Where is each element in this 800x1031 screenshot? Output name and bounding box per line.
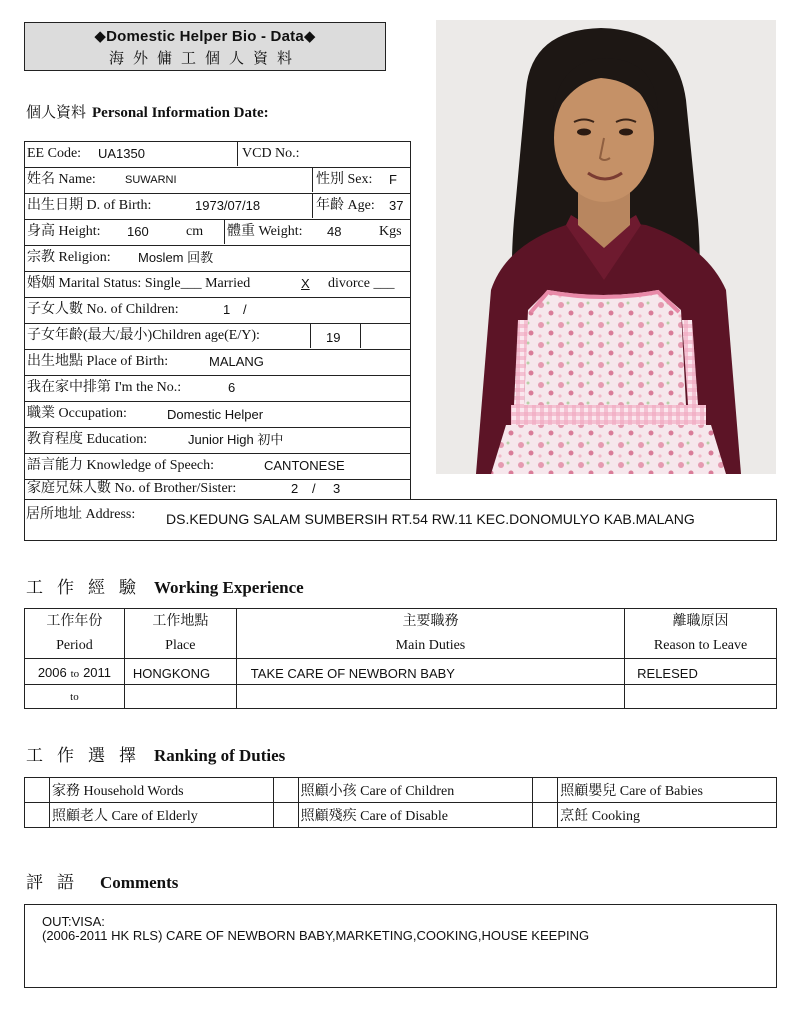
religion-label: 宗教 Religion: [27,250,111,265]
period-header-en: Period [56,637,93,653]
duties-cell: TAKE CARE OF NEWBORN BABY [236,659,624,685]
period-header-zh: 工作年份 [46,613,103,629]
divider [224,220,225,244]
row-speech [24,453,411,479]
pob-value: MALANG [209,354,264,369]
experience-heading-zh: 工作經驗 [26,578,150,597]
name-label: 姓名 Name: [27,172,96,187]
row-height-weight [24,219,411,245]
table-row [25,659,777,685]
siblings-separator: / [312,481,316,496]
row-education [24,427,411,453]
speech-label: 語言能力 Knowledge of Speech: [27,458,215,473]
duty-children: 照顧小孩 Care of Children [298,778,533,803]
reason-header [625,609,777,659]
ranking-heading [26,741,285,766]
experience-heading [26,573,304,598]
pob-label: 出生地點 Place of Birth: [27,354,169,369]
order-label: 我在家中排第 I'm the No.: [27,380,182,395]
ranking-heading-en: Ranking of Duties [154,746,286,765]
row-ee-code [24,141,411,167]
table-row [25,685,777,709]
rank-box[interactable] [25,778,50,803]
period-header [25,609,125,659]
personal-info-heading [26,101,269,122]
place-header-zh: 工作地點 [152,613,209,629]
height-value: 160 [127,224,149,239]
reason-cell [625,685,777,709]
row-dob [24,193,411,219]
row-siblings [24,479,411,500]
comments-heading-zh: 評語 [26,873,88,892]
children-age-label: 子女年齡(最大/最小)Children age(E/Y): [27,328,260,343]
place-header [124,609,236,659]
row-marital [24,271,411,297]
row-children [24,297,411,323]
children-age-value: 19 [326,330,341,345]
weight-unit: Kgs [379,224,402,239]
occupation-label: 職業 Occupation: [27,406,127,421]
comments-heading [26,868,178,893]
row-religion [24,245,411,271]
age-label: 年齡 Age: [316,198,375,213]
period-to-word: to [70,667,80,680]
place-cell [124,685,236,709]
religion-value: Moslem 回教 [138,250,214,265]
dob-value: 1973/07/18 [195,198,261,213]
comments-heading-en: Comments [100,873,179,892]
divider [237,142,238,166]
marital-divorce: divorce ___ [328,276,395,291]
place-cell: HONGKONG [124,659,236,685]
rank-box[interactable] [25,803,50,828]
divider [360,324,361,348]
children-label: 子女人數 No. of Children: [27,302,179,317]
sex-value: F [389,172,397,187]
duty-cooking: 烹飪 Cooking [558,803,777,828]
siblings-label: 家庭兄妹人數 No. of Brother/Sister: [27,481,237,496]
marital-label: 婚姻 Marital Status: Single___ Married [27,276,251,291]
sex-label: 性別 Sex: [316,172,373,187]
form-title-en: ◆Domestic Helper Bio - Data◆ [94,28,316,45]
row-name [24,167,411,193]
education-label: 教育程度 Education: [27,432,148,447]
duties-header [236,609,624,659]
period-to: 2011 [83,664,112,680]
weight-value: 48 [327,224,342,239]
rank-box[interactable] [533,803,558,828]
period-cell [25,685,125,709]
row-occupation [24,401,411,427]
rank-box[interactable] [273,778,298,803]
ee-code-label: EE Code: [27,146,82,161]
divider [312,168,313,192]
address-value: DS.KEDUNG SALAM SUMBERSIH RT.54 RW.11 KEC.DONOMULYO KAB.MALANG [166,511,695,527]
experience-header-row [25,609,777,659]
duties-header-en: Main Duties [395,637,466,653]
education-value: Junior High 初中 [188,432,284,447]
row-order [24,375,411,401]
comments-box [24,904,777,988]
helper-photo [436,20,776,474]
brothers-value: 2 [291,481,299,496]
row-children-age [24,323,411,349]
period-to-word: to [70,690,79,703]
vcd-label: VCD No.: [242,146,300,161]
ranking-heading-zh: 工作選擇 [26,746,150,765]
ranking-row [25,778,777,803]
row-pob [24,349,411,375]
ee-code-value: UA1350 [98,146,145,161]
rank-box[interactable] [273,803,298,828]
weight-label: 體重 Weight: [227,224,303,239]
reason-header-en: Reason to Leave [653,637,748,653]
rank-box[interactable] [533,778,558,803]
children-value: 1 [223,302,231,317]
marital-married-mark: X [301,276,310,291]
name-value: SUWARNI [125,174,177,186]
experience-heading-en: Working Experience [154,578,304,597]
height-label: 身高 Height: [27,224,101,239]
duties-header-zh: 主要職務 [402,613,459,629]
period-cell [25,659,125,685]
duty-babies: 照顧嬰兒 Care of Babies [558,778,777,803]
dob-label: 出生日期 D. of Birth: [27,198,152,213]
order-value: 6 [228,380,236,395]
experience-table [24,608,777,709]
speech-value: CANTONESE [264,458,345,473]
duties-cell [236,685,624,709]
reason-header-zh: 離職原因 [672,613,729,629]
reason-cell: RELESED [625,659,777,685]
duty-elderly: 照顧老人 Care of Elderly [49,803,273,828]
personal-heading-zh: 個人資料 [26,105,87,121]
comments-line-2: (2006-2011 HK RLS) CARE OF NEWBORN BABY,MARKETING,COOKING,HOUSE KEEPING [42,928,590,943]
place-header-en: Place [165,637,196,653]
ranking-row [25,803,777,828]
duty-disable: 照顧殘疾 Care of Disable [298,803,533,828]
age-value: 37 [389,198,404,213]
form-title-zh: 海外傭工個人資料 [108,51,301,67]
children-separator: / [243,302,247,317]
height-unit: cm [186,224,204,239]
address-label: 居所地址 Address: [26,507,136,522]
divider [312,194,313,218]
duty-household: 家務 Household Words [49,778,273,803]
comments-line-1: OUT:VISA: [42,914,105,929]
row-address [24,499,777,541]
sisters-value: 3 [333,481,341,496]
occupation-value: Domestic Helper [167,407,264,422]
form-title-box [24,22,386,71]
ranking-table [24,777,777,828]
divider [310,324,311,348]
personal-heading-en: Personal Information Date: [92,105,269,121]
period-from: 2006 [37,664,67,680]
